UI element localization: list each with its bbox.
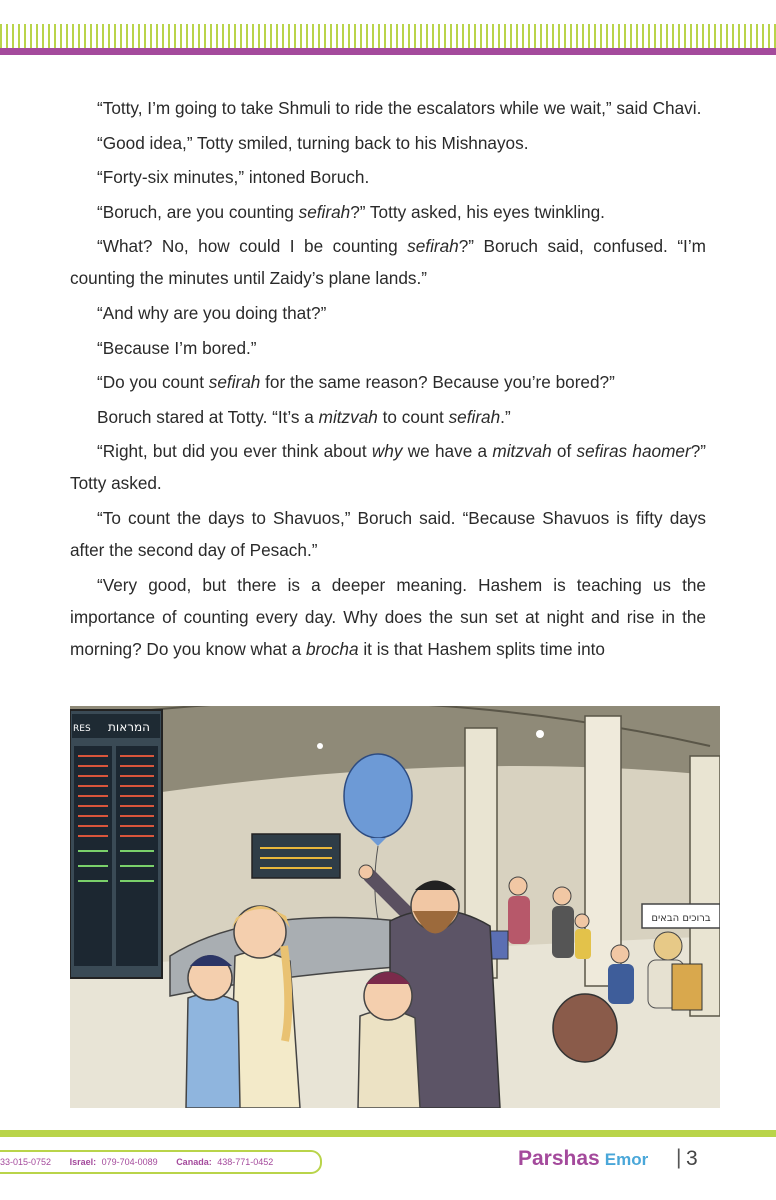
- italic-run: sefirah: [407, 236, 459, 257]
- welcome-sign-text: ברוכים הבאים: [651, 913, 711, 924]
- text-run: of: [551, 441, 577, 462]
- story-paragraph: [70, 127, 706, 159]
- story-paragraph: [70, 161, 706, 193]
- canada-phone: 438-771-0452: [217, 1157, 274, 1167]
- top-stripe-border: [0, 24, 776, 48]
- text-run: ?” Boruch said, confused. “I’m counting the minutes until Zaidy’s plane lands.”: [70, 236, 706, 289]
- text-run: ?” Totty asked.: [70, 441, 707, 494]
- italic-run: brocha: [305, 638, 359, 659]
- text-run: “Forty-six minutes,” intoned Boruch.: [97, 167, 370, 188]
- israel-label: Israel:: [69, 1157, 97, 1167]
- text-run: .”: [500, 406, 511, 427]
- italic-run: mitzvah: [318, 406, 378, 427]
- text-run: “Do you count: [97, 372, 209, 393]
- canada-label: Canada:: [176, 1157, 212, 1167]
- story-paragraph: [70, 92, 706, 124]
- text-run: “Totty, I’m going to take Shmuli to ride the escalators while we wait,” said Chavi.: [97, 98, 702, 118]
- text-run: “Boruch, are you counting: [97, 201, 299, 222]
- text-run: “Very good, but there is a deeper meaning. Hashem is teaching us the importance of counting every day. Why does the sun set at night and rise in the morning? Do you know what a: [70, 574, 706, 659]
- page-number: 3: [686, 1147, 698, 1170]
- italic-run: mitzvah: [492, 441, 552, 462]
- story-paragraph: [70, 366, 706, 398]
- israel-phone: 079-704-0089: [101, 1157, 158, 1167]
- parsha-title: [518, 1147, 648, 1171]
- story-paragraph: [70, 230, 706, 294]
- italic-run: why: [371, 441, 403, 462]
- story-text: [70, 92, 706, 667]
- italic-run: sefirah: [298, 201, 351, 222]
- top-purple-bar: [0, 48, 776, 55]
- story-paragraph: [70, 502, 706, 566]
- story-paragraph: [70, 401, 706, 433]
- parsha-title-main: Parshas: [518, 1147, 600, 1170]
- italic-run: sefirah: [448, 406, 501, 427]
- text-run: ?” Totty asked, his eyes twinkling.: [350, 201, 605, 222]
- story-paragraph: [70, 196, 706, 228]
- italic-run: sefirah: [208, 372, 261, 393]
- airport-illustration: [70, 706, 720, 1108]
- story-paragraph: [70, 332, 706, 364]
- board-side-label: RES: [73, 724, 91, 734]
- text-run: “To count the days to Shavuos,” Boruch said. “Because Shavuos is fifty days after the second day of Pesach.”: [70, 507, 706, 560]
- text-run: Boruch stared at Totty. “It’s a: [97, 406, 319, 427]
- text-run: for the same reason? Because you’re bored?”: [260, 372, 615, 393]
- contact-pill: [0, 1150, 322, 1174]
- phone-1: 33-015-0752: [0, 1157, 52, 1167]
- bottom-green-bar: [0, 1130, 776, 1137]
- story-paragraph: [70, 297, 706, 329]
- text-run: “Because I’m bored.”: [97, 337, 257, 358]
- parsha-title-emor: Emor: [604, 1150, 649, 1169]
- overhead-display: [252, 834, 340, 878]
- text-run: “Good idea,” Totty smiled, turning back to his Mishnayos.: [97, 132, 529, 153]
- story-paragraph: [70, 435, 706, 499]
- text-run: to count: [377, 406, 449, 427]
- italic-run: sefiras haomer: [576, 441, 691, 462]
- text-run: “And why are you doing that?”: [97, 302, 327, 323]
- text-run: it is that Hashem splits time into: [358, 638, 605, 659]
- footer-separator: |: [676, 1146, 682, 1169]
- board-header: המראות: [108, 720, 150, 734]
- welcome-sign: [642, 904, 720, 928]
- text-run: “What? No, how could I be counting: [97, 236, 408, 257]
- flight-board: [70, 710, 162, 978]
- text-run: “Right, but did you ever think about: [97, 441, 372, 462]
- story-paragraph: [70, 569, 706, 665]
- text-run: we have a: [402, 441, 493, 462]
